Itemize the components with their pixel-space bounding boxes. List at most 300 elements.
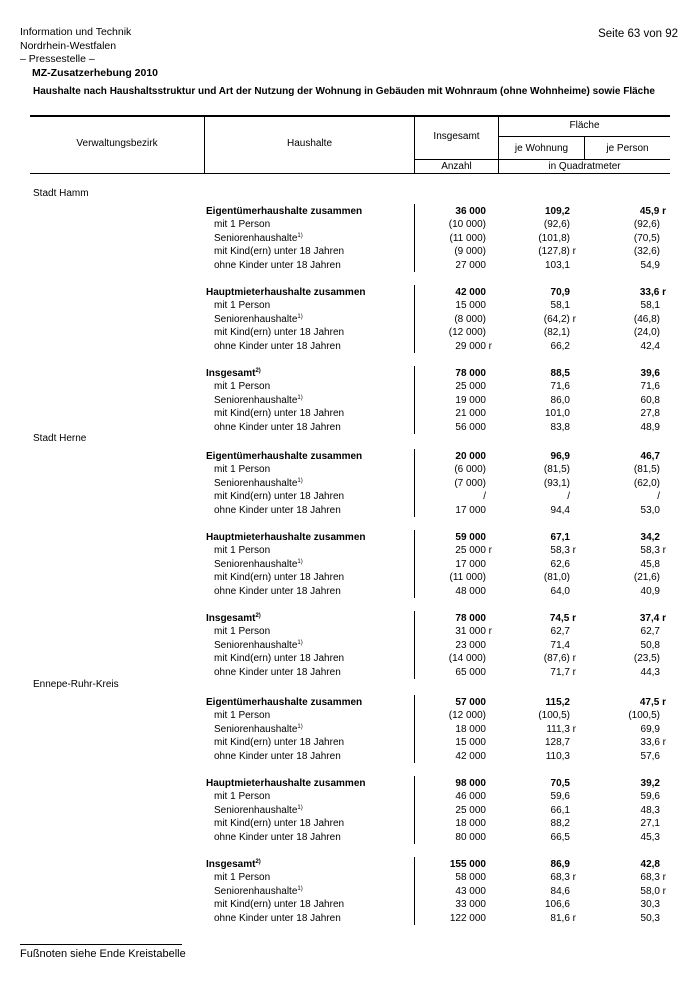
cell-je-wohnung: (101,8) bbox=[538, 232, 570, 244]
cell-insgesamt: 31 000 r bbox=[455, 626, 492, 638]
row-label bbox=[214, 558, 303, 571]
region-name: Stadt Hamm bbox=[33, 188, 89, 199]
table-top-rule bbox=[30, 115, 670, 117]
row-label-text: mit Kind(ern) unter 18 Jahren bbox=[214, 818, 345, 830]
cell-insgesamt: 80 000 bbox=[455, 831, 486, 843]
row-label bbox=[206, 531, 366, 544]
cell-je-wohnung: 66,1 bbox=[550, 804, 570, 816]
row-label-text: Hauptmieterhaushalte zusammen bbox=[206, 778, 366, 789]
table-row bbox=[0, 450, 700, 463]
cell-je-wohnung: 64,0 bbox=[550, 585, 570, 597]
cell-je-person: 58,0 r bbox=[640, 885, 666, 897]
row-label-text: mit Kind(ern) unter 18 Jahren bbox=[214, 327, 345, 339]
row-label-text: Seniorenhaushalte bbox=[214, 639, 298, 651]
footnote-marker: 1) bbox=[297, 558, 303, 565]
cell-je-person: (21,6) bbox=[633, 572, 660, 584]
table-title: Haushalte nach Haushaltsstruktur und Art der Nutzung der Wohnung in Gebäuden mit Wohnraum (ohne Wohnheime) sowie Fläche bbox=[33, 86, 655, 97]
row-label-text: ohne Kinder unter 18 Jahren bbox=[214, 585, 341, 597]
table-row bbox=[0, 218, 700, 231]
table-row bbox=[0, 912, 700, 925]
footnote-marker: 1) bbox=[297, 804, 303, 811]
cell-je-person: 42,4 bbox=[640, 340, 660, 352]
cell-je-person: 33,6 r bbox=[640, 737, 666, 749]
cell-insgesamt: 42 000 bbox=[455, 287, 486, 298]
cell-insgesamt: 18 000 bbox=[455, 723, 486, 735]
row-label bbox=[214, 571, 344, 584]
table-row bbox=[0, 313, 700, 326]
cell-je-wohnung: / bbox=[567, 491, 570, 503]
cell-je-wohnung: 88,2 bbox=[550, 818, 570, 830]
cell-je-wohnung: 84,6 bbox=[550, 885, 570, 897]
cell-insgesamt: 15 000 bbox=[455, 300, 486, 312]
region-name: Stadt Herne bbox=[33, 433, 87, 444]
footnote-marker: 1) bbox=[297, 477, 303, 484]
cell-je-wohnung: (87,6) r bbox=[543, 653, 576, 665]
row-label-text: Seniorenhaushalte bbox=[214, 394, 298, 406]
row-label-text: Seniorenhaushalte bbox=[214, 804, 298, 816]
row-label bbox=[214, 394, 303, 407]
cell-je-person: 33,6 r bbox=[639, 287, 666, 298]
table-row bbox=[0, 652, 700, 665]
row-label bbox=[214, 313, 303, 326]
cell-je-wohnung: (100,5) bbox=[538, 710, 570, 722]
cell-insgesamt: (14 000) bbox=[448, 653, 486, 665]
cell-je-wohnung: 128,7 bbox=[544, 737, 570, 749]
footnote-marker: 1) bbox=[297, 639, 303, 646]
table-row bbox=[0, 777, 700, 790]
cell-je-person: 47,5 r bbox=[639, 697, 666, 708]
cell-je-wohnung: (81,0) bbox=[543, 572, 570, 584]
table-row bbox=[0, 858, 700, 871]
table-row bbox=[0, 696, 700, 709]
cell-insgesamt: 155 000 bbox=[449, 859, 486, 870]
table-row bbox=[0, 639, 700, 652]
cell-je-person: 39,6 bbox=[640, 368, 660, 379]
row-label bbox=[214, 723, 303, 736]
table-row bbox=[0, 666, 700, 679]
cell-insgesamt: 33 000 bbox=[455, 899, 486, 911]
row-label bbox=[214, 245, 344, 258]
cell-insgesamt: 58 000 bbox=[455, 872, 486, 884]
cell-je-person: 27,8 bbox=[640, 408, 660, 420]
row-label bbox=[214, 625, 270, 638]
col-je-wohnung: je Wohnung bbox=[514, 143, 569, 154]
col-flaeche: Fläche bbox=[569, 120, 600, 131]
unit-quadratmeter: in Quadratmeter bbox=[548, 161, 621, 172]
row-label-text: mit 1 Person bbox=[214, 626, 271, 638]
table-row bbox=[0, 831, 700, 844]
row-label bbox=[214, 831, 341, 844]
row-label-text: mit 1 Person bbox=[214, 381, 271, 393]
cell-je-person: 54,9 bbox=[640, 259, 660, 271]
cell-insgesamt: 56 000 bbox=[455, 421, 486, 433]
cell-insgesamt: 23 000 bbox=[455, 639, 486, 651]
region-name: Ennepe-Ruhr-Kreis bbox=[33, 679, 119, 690]
row-label-text: ohne Kinder unter 18 Jahren bbox=[214, 912, 341, 924]
cell-insgesamt: (12 000) bbox=[448, 710, 486, 722]
table-row bbox=[0, 817, 700, 830]
cell-insgesamt: 36 000 bbox=[455, 206, 486, 217]
row-label-text: Seniorenhaushalte bbox=[214, 885, 298, 897]
row-label-text: ohne Kinder unter 18 Jahren bbox=[214, 259, 341, 271]
cell-insgesamt: (11 000) bbox=[449, 232, 486, 244]
cell-je-wohnung: 86,0 bbox=[550, 394, 570, 406]
cell-je-person: 71,6 bbox=[640, 381, 660, 393]
row-label bbox=[214, 232, 303, 245]
cell-je-person: 39,2 bbox=[640, 778, 660, 789]
cell-je-person: 46,7 bbox=[640, 451, 660, 462]
row-label-text: mit Kind(ern) unter 18 Jahren bbox=[214, 246, 345, 258]
row-label bbox=[214, 407, 344, 420]
table-row bbox=[0, 750, 700, 763]
cell-insgesamt: 19 000 bbox=[455, 394, 486, 406]
row-label-text: Eigentümerhaushalte zusammen bbox=[206, 697, 363, 708]
cell-je-wohnung: 94,4 bbox=[550, 504, 570, 516]
table-row bbox=[0, 885, 700, 898]
cell-je-person: 69,9 bbox=[640, 723, 660, 735]
row-label-text: mit 1 Person bbox=[214, 710, 271, 722]
row-label bbox=[206, 367, 261, 380]
cell-insgesamt: 29 000 r bbox=[455, 340, 492, 352]
cell-je-wohnung: 81,6 r bbox=[550, 912, 576, 924]
row-label-text: Insgesamt bbox=[206, 859, 256, 870]
cell-je-wohnung: 70,9 bbox=[550, 287, 570, 298]
table-row bbox=[0, 205, 700, 218]
cell-je-person: 50,3 bbox=[640, 912, 660, 924]
row-label bbox=[206, 858, 261, 871]
footnote-marker: 1) bbox=[297, 232, 303, 239]
table-row bbox=[0, 585, 700, 598]
cell-je-person: 48,9 bbox=[640, 421, 660, 433]
cell-je-wohnung: 62,7 bbox=[550, 626, 570, 638]
row-label-text: mit 1 Person bbox=[214, 545, 271, 557]
cell-je-person: 30,3 bbox=[640, 899, 660, 911]
cell-je-person: / bbox=[657, 491, 660, 503]
row-label-text: Seniorenhaushalte bbox=[214, 558, 298, 570]
row-label bbox=[214, 421, 341, 434]
cell-je-wohnung: 70,5 bbox=[550, 778, 570, 789]
flaeche-underline bbox=[498, 136, 670, 137]
row-label-text: ohne Kinder unter 18 Jahren bbox=[214, 750, 341, 762]
cell-je-wohnung: 106,6 bbox=[544, 899, 570, 911]
footnote: Fußnoten siehe Ende Kreistabelle bbox=[20, 948, 186, 960]
row-label bbox=[214, 912, 341, 925]
row-label bbox=[214, 504, 341, 517]
cell-insgesamt: 18 000 bbox=[455, 818, 486, 830]
table-row bbox=[0, 394, 700, 407]
cell-je-person: 62,7 bbox=[640, 626, 660, 638]
table-row bbox=[0, 340, 700, 353]
row-label bbox=[206, 777, 366, 790]
footnote-marker: 1) bbox=[297, 313, 303, 320]
footnote-marker: 2) bbox=[255, 859, 261, 865]
cell-insgesamt: (8 000) bbox=[454, 313, 486, 325]
row-label bbox=[206, 286, 366, 299]
row-label bbox=[214, 544, 270, 557]
cell-je-wohnung: 71,4 bbox=[550, 639, 570, 651]
cell-insgesamt: 21 000 bbox=[455, 408, 486, 420]
row-label-text: Seniorenhaushalte bbox=[214, 313, 298, 325]
cell-je-person: 40,9 bbox=[640, 585, 660, 597]
row-label bbox=[214, 666, 341, 679]
footnote-rule bbox=[20, 944, 182, 945]
table-row bbox=[0, 558, 700, 571]
cell-je-wohnung: (127,8) r bbox=[538, 246, 576, 258]
row-label-text: mit Kind(ern) unter 18 Jahren bbox=[214, 572, 345, 584]
row-label-text: ohne Kinder unter 18 Jahren bbox=[214, 666, 341, 678]
row-label-text: Eigentümerhaushalte zusammen bbox=[206, 451, 363, 462]
table-row bbox=[0, 804, 700, 817]
table-row bbox=[0, 421, 700, 434]
org-line-3: – Pressestelle – bbox=[20, 53, 95, 65]
cell-je-wohnung: 83,8 bbox=[550, 421, 570, 433]
cell-insgesamt: (7 000) bbox=[454, 477, 486, 489]
row-label-text: mit 1 Person bbox=[214, 300, 271, 312]
row-label-text: mit Kind(ern) unter 18 Jahren bbox=[214, 899, 345, 911]
cell-je-wohnung: 96,9 bbox=[550, 451, 570, 462]
row-label bbox=[214, 380, 270, 393]
row-label-text: ohne Kinder unter 18 Jahren bbox=[214, 421, 341, 433]
cell-insgesamt: 78 000 bbox=[455, 368, 486, 379]
row-label-text: mit 1 Person bbox=[214, 464, 271, 476]
table-row bbox=[0, 544, 700, 557]
row-label-text: Insgesamt bbox=[206, 368, 256, 379]
cell-insgesamt: 98 000 bbox=[455, 778, 486, 789]
cell-je-wohnung: 58,3 r bbox=[550, 545, 576, 557]
row-label-text: Seniorenhaushalte bbox=[214, 477, 298, 489]
cell-je-person: 37,4 r bbox=[639, 613, 666, 624]
table-row bbox=[0, 625, 700, 638]
cell-insgesamt: (9 000) bbox=[454, 246, 486, 258]
row-label-text: mit Kind(ern) unter 18 Jahren bbox=[214, 737, 345, 749]
table-row bbox=[0, 531, 700, 544]
cell-insgesamt: (10 000) bbox=[448, 219, 486, 231]
table-row bbox=[0, 736, 700, 749]
cell-je-person: 60,8 bbox=[640, 394, 660, 406]
cell-je-wohnung: 59,6 bbox=[550, 791, 570, 803]
row-label bbox=[214, 652, 344, 665]
cell-je-wohnung: (64,2) r bbox=[543, 313, 576, 325]
cell-je-person: (70,5) bbox=[633, 232, 660, 244]
table-row bbox=[0, 380, 700, 393]
table-row bbox=[0, 299, 700, 312]
row-label-text: Hauptmieterhaushalte zusammen bbox=[206, 287, 366, 298]
cell-insgesamt: 65 000 bbox=[455, 666, 486, 678]
row-label bbox=[214, 736, 344, 749]
row-label-text: mit 1 Person bbox=[214, 791, 271, 803]
table-row bbox=[0, 790, 700, 803]
row-label bbox=[214, 750, 341, 763]
row-label bbox=[214, 259, 341, 272]
table-row bbox=[0, 490, 700, 503]
table-row bbox=[0, 286, 700, 299]
cell-insgesamt: 57 000 bbox=[455, 697, 486, 708]
row-label bbox=[214, 871, 270, 884]
row-label-text: ohne Kinder unter 18 Jahren bbox=[214, 831, 341, 843]
row-label bbox=[214, 885, 303, 898]
cell-je-person: 48,3 bbox=[640, 804, 660, 816]
cell-insgesamt: 43 000 bbox=[455, 885, 486, 897]
unit-row-rule bbox=[414, 159, 670, 160]
cell-je-person: 50,8 bbox=[640, 639, 660, 651]
cell-insgesamt: 122 000 bbox=[449, 912, 486, 924]
row-label bbox=[214, 804, 303, 817]
table-row bbox=[0, 477, 700, 490]
survey-name: MZ-Zusatzerhebung 2010 bbox=[32, 66, 159, 79]
row-label-text: mit Kind(ern) unter 18 Jahren bbox=[214, 653, 345, 665]
cell-je-person: 68,3 r bbox=[640, 872, 666, 884]
cell-je-wohnung: 88,5 bbox=[550, 368, 570, 379]
col-verwaltungsbezirk: Verwaltungsbezirk bbox=[76, 138, 158, 149]
org-line-1: Information und Technik bbox=[20, 26, 132, 38]
cell-je-person: (92,6) bbox=[633, 219, 660, 231]
cell-je-wohnung: 67,1 bbox=[550, 532, 570, 543]
cell-je-person: (32,6) bbox=[633, 246, 660, 258]
row-label-text: Seniorenhaushalte bbox=[214, 723, 298, 735]
cell-insgesamt: 25 000 r bbox=[455, 545, 492, 557]
cell-insgesamt: / bbox=[483, 491, 486, 503]
cell-je-person: 44,3 bbox=[640, 666, 660, 678]
table-row bbox=[0, 709, 700, 722]
cell-je-person: 53,0 bbox=[640, 504, 660, 516]
table-row bbox=[0, 245, 700, 258]
cell-insgesamt: (12 000) bbox=[448, 327, 486, 339]
row-label-text: mit Kind(ern) unter 18 Jahren bbox=[214, 408, 345, 420]
cell-insgesamt: 78 000 bbox=[455, 613, 486, 624]
row-label-text: Seniorenhaushalte bbox=[214, 232, 298, 244]
col-insgesamt: Insgesamt bbox=[433, 131, 480, 142]
cell-insgesamt: 20 000 bbox=[455, 451, 486, 462]
row-label-text: Insgesamt bbox=[206, 613, 256, 624]
cell-je-wohnung: 66,2 bbox=[550, 340, 570, 352]
cell-je-person: 34,2 bbox=[640, 532, 660, 543]
footnote-marker: 1) bbox=[297, 394, 303, 401]
row-label bbox=[214, 477, 303, 490]
cell-je-person: (81,5) bbox=[633, 464, 660, 476]
row-label-text: Hauptmieterhaushalte zusammen bbox=[206, 532, 366, 543]
cell-je-wohnung: 110,3 bbox=[545, 750, 570, 762]
row-label bbox=[214, 817, 344, 830]
row-label bbox=[214, 585, 341, 598]
cell-insgesamt: 15 000 bbox=[455, 737, 486, 749]
cell-je-person: (46,8) bbox=[633, 313, 660, 325]
cell-je-wohnung: (92,6) bbox=[543, 219, 570, 231]
cell-je-wohnung: 109,2 bbox=[544, 206, 570, 217]
cell-je-wohnung: 62,6 bbox=[550, 558, 570, 570]
table-row bbox=[0, 463, 700, 476]
cell-insgesamt: 46 000 bbox=[455, 791, 486, 803]
row-label bbox=[214, 639, 303, 652]
cell-insgesamt: 27 000 bbox=[455, 259, 486, 271]
publisher-block bbox=[20, 26, 158, 80]
cell-je-wohnung: 115,2 bbox=[545, 697, 570, 708]
row-label-text: mit 1 Person bbox=[214, 219, 271, 231]
row-label bbox=[214, 340, 341, 353]
row-label bbox=[214, 490, 344, 503]
table-row bbox=[0, 259, 700, 272]
cell-je-person: (100,5) bbox=[628, 710, 660, 722]
row-label bbox=[206, 612, 261, 625]
cell-je-person: 45,9 r bbox=[639, 206, 666, 217]
row-label bbox=[206, 205, 362, 218]
cell-je-wohnung: 58,1 bbox=[550, 300, 570, 312]
table-row bbox=[0, 571, 700, 584]
cell-je-person: 58,1 bbox=[640, 300, 660, 312]
col-haushalte: Haushalte bbox=[286, 138, 333, 149]
cell-je-person: 27,1 bbox=[640, 818, 660, 830]
cell-je-wohnung: (81,5) bbox=[543, 464, 570, 476]
page-number: Seite 63 von 92 bbox=[598, 28, 678, 40]
cell-insgesamt: (11 000) bbox=[449, 572, 486, 584]
cell-je-wohnung: 111,3 r bbox=[546, 723, 576, 735]
cell-je-person: 58,3 r bbox=[640, 545, 666, 557]
row-label-text: ohne Kinder unter 18 Jahren bbox=[214, 504, 341, 516]
row-label bbox=[206, 450, 362, 463]
cell-je-wohnung: 71,7 r bbox=[550, 666, 576, 678]
cell-insgesamt: 48 000 bbox=[455, 585, 486, 597]
row-label bbox=[214, 299, 270, 312]
row-label bbox=[214, 326, 344, 339]
row-label bbox=[206, 696, 362, 709]
table-row bbox=[0, 871, 700, 884]
row-label-text: Eigentümerhaushalte zusammen bbox=[206, 206, 363, 217]
row-label-text: mit 1 Person bbox=[214, 872, 271, 884]
cell-je-wohnung: 74,5 r bbox=[549, 613, 576, 624]
cell-je-wohnung: 86,9 bbox=[550, 859, 570, 870]
cell-je-wohnung: 66,5 bbox=[550, 831, 570, 843]
row-label bbox=[214, 790, 270, 803]
footnote-marker: 2) bbox=[255, 368, 261, 374]
table-row bbox=[0, 723, 700, 736]
row-label bbox=[214, 463, 270, 476]
table-row bbox=[0, 326, 700, 339]
row-label bbox=[214, 898, 344, 911]
table-row bbox=[0, 407, 700, 420]
cell-je-person: 42,8 bbox=[640, 859, 660, 870]
cell-insgesamt: 17 000 bbox=[455, 504, 486, 516]
table-row bbox=[0, 367, 700, 380]
table-row bbox=[0, 232, 700, 245]
cell-je-person: 45,3 bbox=[640, 831, 660, 843]
table-header-bottom-rule bbox=[30, 173, 670, 174]
cell-je-person: 45,8 bbox=[640, 558, 660, 570]
table-row bbox=[0, 612, 700, 625]
cell-je-wohnung: 68,3 r bbox=[550, 872, 576, 884]
table-row bbox=[0, 504, 700, 517]
footnote-marker: 2) bbox=[255, 613, 261, 619]
cell-je-wohnung: (93,1) bbox=[543, 477, 570, 489]
cell-je-wohnung: 71,6 bbox=[550, 381, 570, 393]
cell-je-person: (24,0) bbox=[633, 327, 660, 339]
cell-je-person: (62,0) bbox=[633, 477, 660, 489]
cell-insgesamt: 25 000 bbox=[455, 804, 486, 816]
cell-je-wohnung: 101,0 bbox=[544, 408, 570, 420]
org-line-2: Nordrhein-Westfalen bbox=[20, 39, 117, 52]
row-label bbox=[214, 709, 270, 722]
cell-je-person: 57,6 bbox=[640, 750, 660, 762]
cell-insgesamt: 17 000 bbox=[455, 558, 486, 570]
cell-je-wohnung: 103,1 bbox=[544, 259, 570, 271]
unit-anzahl: Anzahl bbox=[441, 161, 472, 172]
cell-insgesamt: 25 000 bbox=[455, 381, 486, 393]
col-je-person: je Person bbox=[606, 143, 649, 154]
cell-je-person: (23,5) bbox=[633, 653, 660, 665]
table-row bbox=[0, 898, 700, 911]
cell-je-person: 59,6 bbox=[640, 791, 660, 803]
footnote-marker: 1) bbox=[297, 885, 303, 892]
cell-insgesamt: 42 000 bbox=[455, 750, 486, 762]
row-label bbox=[214, 218, 270, 231]
